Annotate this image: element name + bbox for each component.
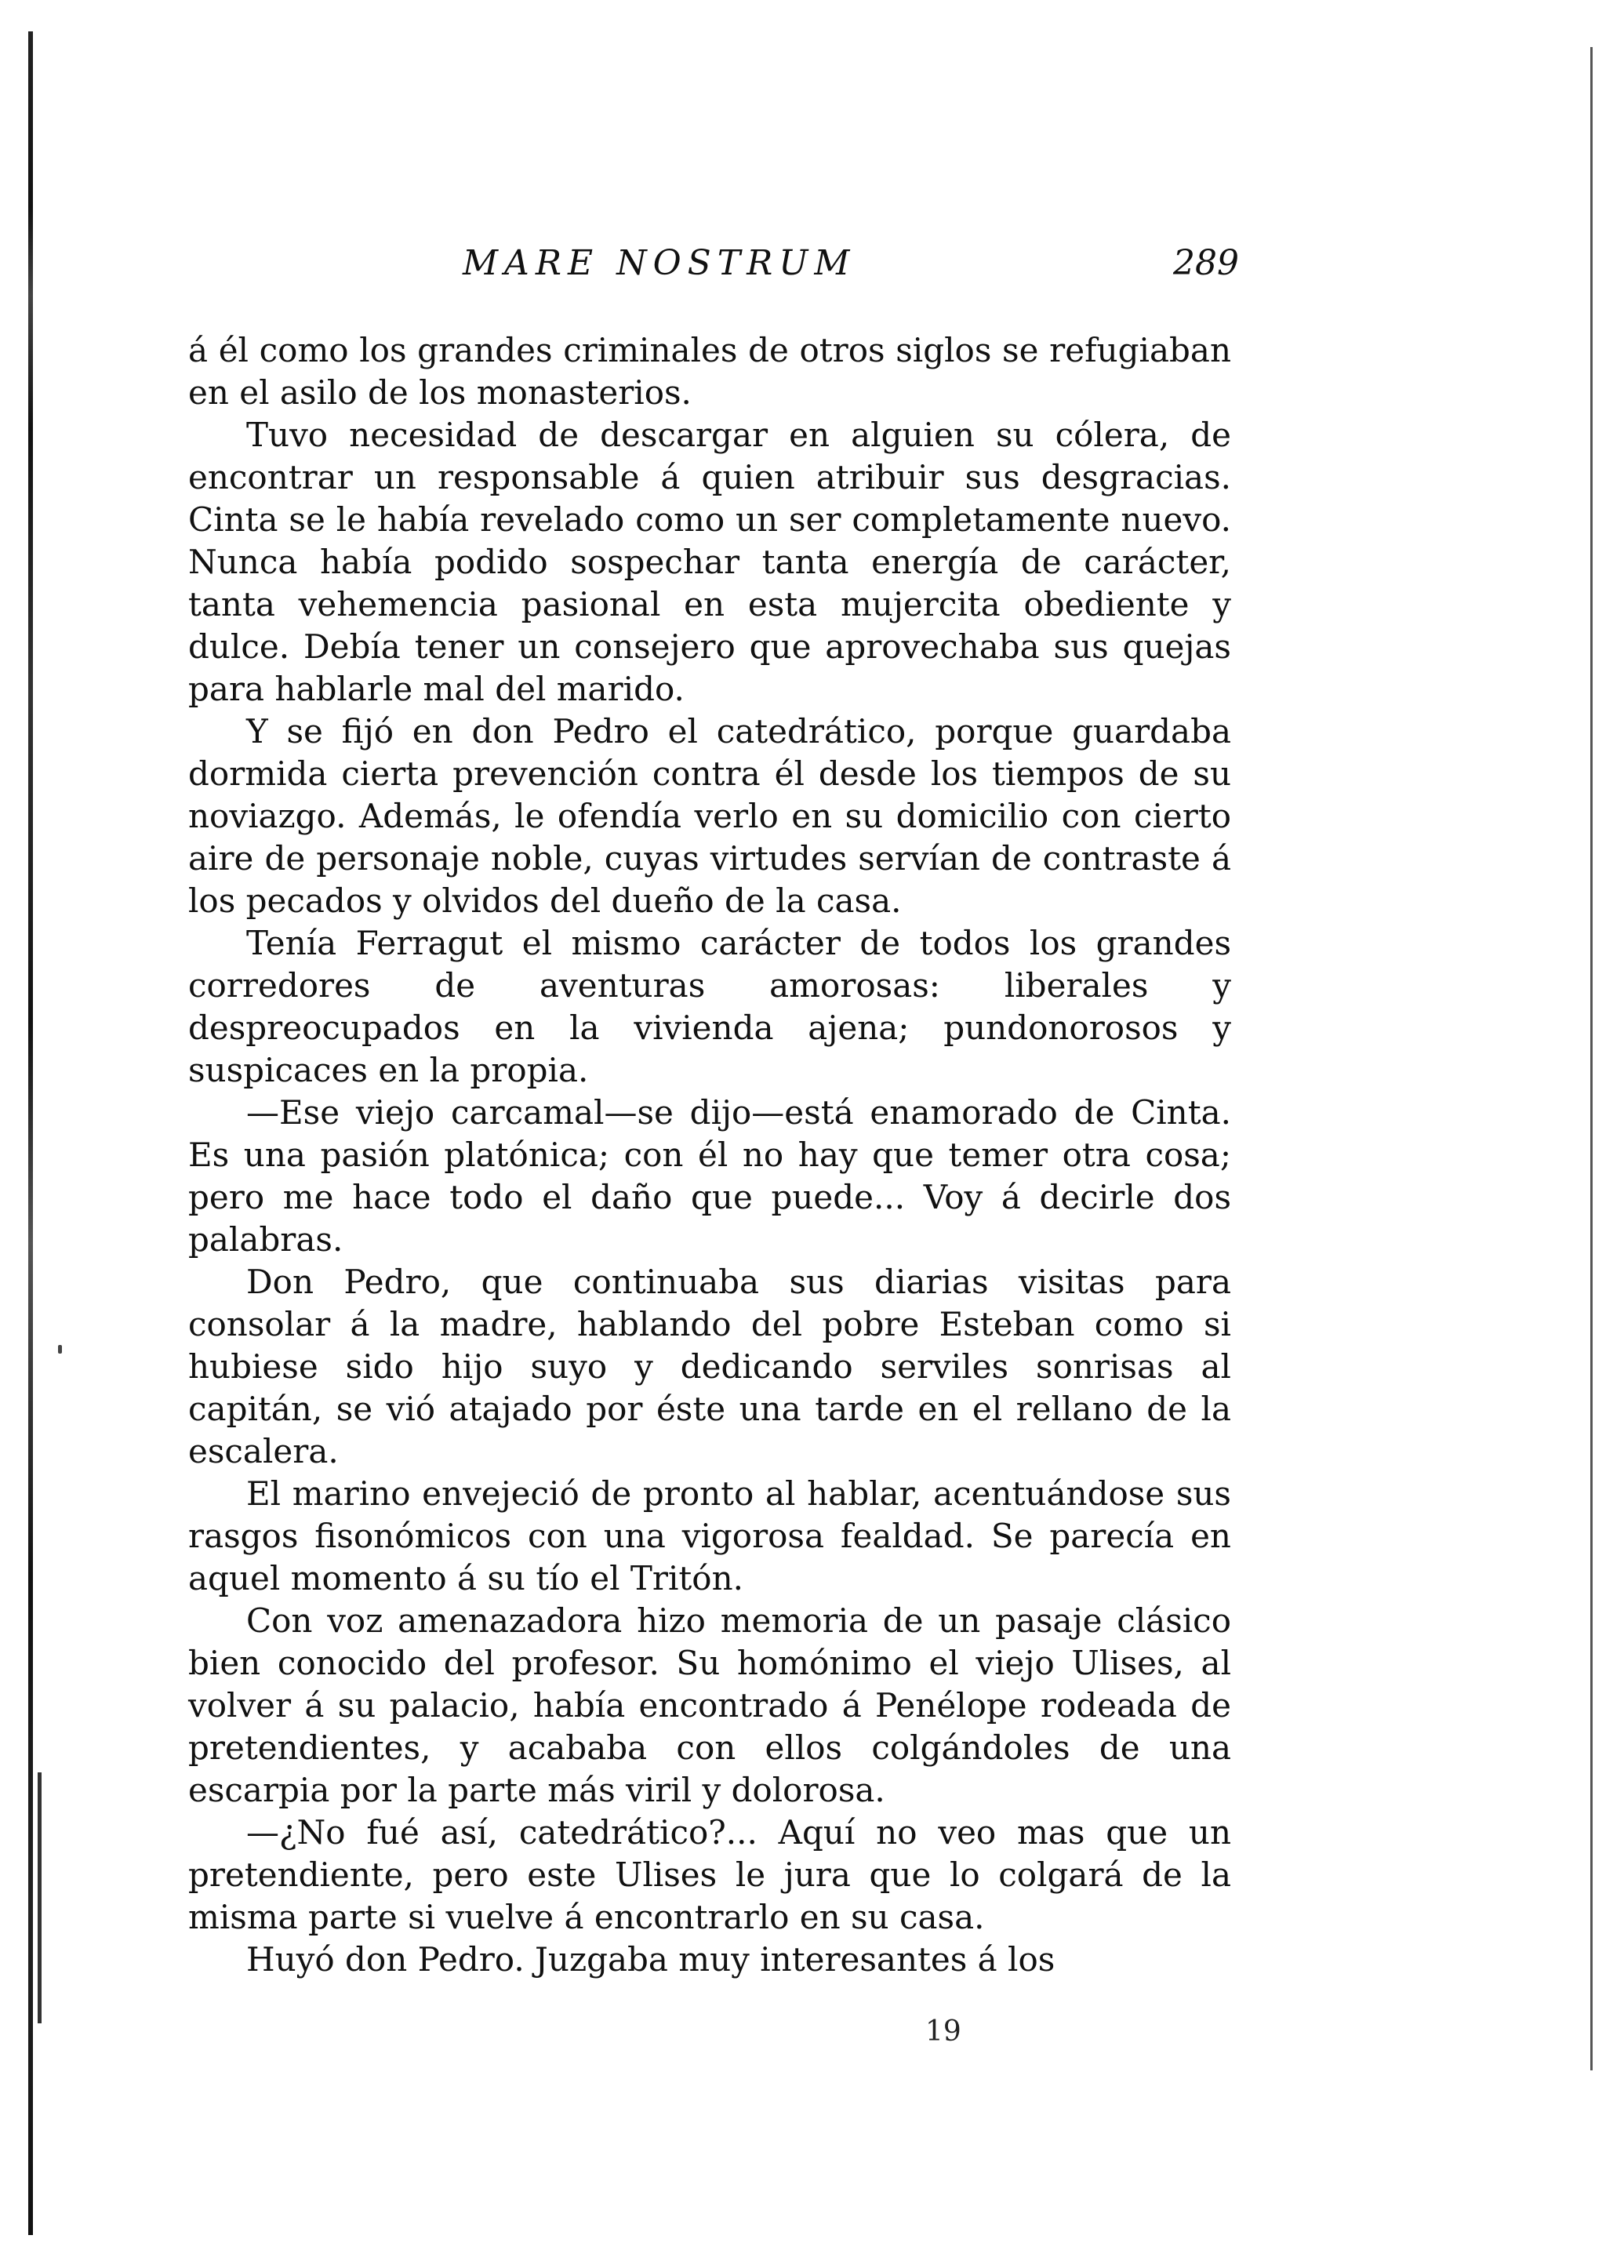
paragraph: Don Pedro, que continuaba sus diarias visitas para consolar á la madre, hablando del pobre Esteban como si hubiese sido hijo suyo y dedicando serviles sonrisas al capitán, se vió atajado por éste una tarde en el rellano de la escalera. [188,1263,1231,1470]
paragraph: Tenía Ferragut el mismo carácter de todos los grandes corredores de aventuras amorosas: liberales y despreocupados en la vivienda ajena; pundonorosos y suspicaces en la propia. [188,924,1231,1089]
scan-left-edge-shadow [38,1772,42,2023]
paragraph: Tuvo necesidad de descargar en alguien su cólera, de encontrar un responsable á quien atribuir sus desgracias. Cinta se le había revelado como un ser completamente nuevo. Nunca había podido sospechar tanta energía de carácter, tanta vehemencia pasional en esta mujercita obediente y dulce. Debía tener un consejero que aprovechaba sus quejas para hablarle mal del marido. [188,416,1231,708]
paragraph: Con voz amenazadora hizo memoria de un pasaje clásico bien conocido del profesor. Su homónimo el viejo Ulises, al volver á su palacio, había encontrado á Penélope rodeada de pretendientes, y acababa con ellos colgándoles de una escarpia por la parte más viril y dolorosa. [188,1601,1231,1809]
paragraph: á él como los grandes criminales de otros siglos se refugiaban en el asilo de los monasterios. [188,331,1231,412]
paragraph: —Ese viejo carcamal—se dijo—está enamorado de Cinta. Es una pasión platónica; con él no hay que temer otra cosa; pero me hace todo el daño que puede... Voy á decirle dos palabras. [188,1093,1231,1259]
paragraph: —¿No fué así, catedrático?... Aquí no veo mas que un pretendiente, pero este Ulises le jura que lo colgará de la misma parte si vuelve á encontrarlo en su casa. [188,1813,1231,1936]
paragraph: Y se fijó en don Pedro el catedrático, porque guardaba dormida cierta prevención contra él desde los tiempos de su noviazgo. Además, le ofendía verlo en su domicilio con cierto aire de personaje noble, cuyas virtudes servían de contraste á los pecados y olvidos del dueño de la casa. [188,712,1231,920]
paragraph: Huyó don Pedro. Juzgaba muy interesantes á los [246,1940,1055,1979]
running-head [188,243,1239,290]
paragraph: El marino envejeció de pronto al hablar, acentuándose sus rasgos fisonómicos con una vigorosa fealdad. Se parecía en aquel momento á su tío el Tritón. [188,1474,1231,1597]
page-number: 289 [1173,243,1239,283]
signature-mark: 19 [925,2015,961,2048]
header-title: MARE NOSTRUM [463,243,856,283]
scan-left-edge [28,31,33,2235]
book-page [188,243,1239,1981]
body-text [188,329,1231,1981]
scan-speck [58,1345,62,1354]
scan-right-edge [1590,47,1593,2070]
